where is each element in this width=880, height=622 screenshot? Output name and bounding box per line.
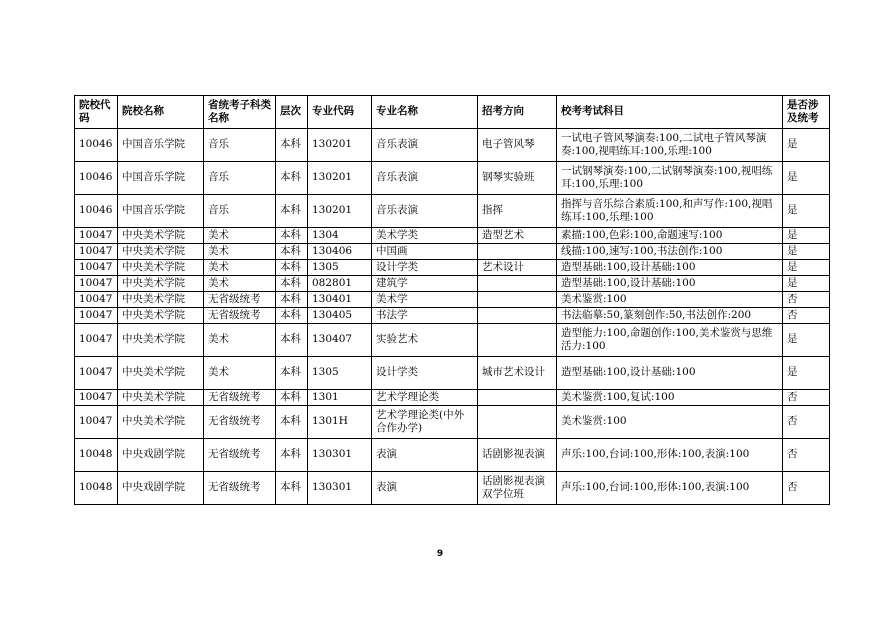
table-cell: 美术鉴赏:100 [557,406,783,439]
table-cell: 10047 [75,324,118,357]
table-cell: 130201 [308,129,372,162]
table-cell [478,390,557,406]
table-cell: 中国音乐学院 [118,195,204,228]
table-cell: 话剧影视表演双学位班 [478,472,557,505]
table-cell: 表演 [372,439,478,472]
table-cell [478,324,557,357]
table-cell: 中央美术学院 [118,324,204,357]
table-cell: 话剧影视表演 [478,439,557,472]
table-cell: 中央美术学院 [118,228,204,244]
page-number: 9 [436,549,444,559]
table-row [75,308,830,324]
table-cell: 10046 [75,129,118,162]
table-cell: 是 [783,228,830,244]
table-cell: 本科 [276,129,308,162]
table-row [75,439,830,472]
table-cell: 10048 [75,439,118,472]
table-body [75,129,830,505]
table-cell: 美术学类 [372,228,478,244]
header-cell: 校考考试科目 [557,96,783,129]
table-cell: 美术鉴赏:100,复试:100 [557,390,783,406]
table-cell: 1301H [308,406,372,439]
table-cell: 10046 [75,195,118,228]
table-cell: 无省级统考 [204,439,276,472]
table-cell: 是 [783,162,830,195]
table-cell: 美术 [204,276,276,292]
table-cell: 城市艺术设计 [478,357,557,390]
table-cell: 否 [783,292,830,308]
table-cell: 本科 [276,260,308,276]
table-cell: 中央美术学院 [118,260,204,276]
table-cell: 音乐 [204,162,276,195]
table-row [75,195,830,228]
table-cell: 声乐:100,台词:100,形体:100,表演:100 [557,472,783,505]
table-cell: 指挥与音乐综合素质:100,和声写作:100,视唱练耳:100,乐理:100 [557,195,783,228]
table-cell: 本科 [276,292,308,308]
table-row [75,129,830,162]
table-cell: 无省级统考 [204,406,276,439]
table-row [75,292,830,308]
table-cell: 本科 [276,162,308,195]
table-cell: 本科 [276,390,308,406]
header-cell: 是否涉及统考 [783,96,830,129]
table-cell: 否 [783,472,830,505]
table-cell [478,308,557,324]
table-cell: 082801 [308,276,372,292]
table-cell: 美术 [204,357,276,390]
table-row [75,472,830,505]
table-row [75,162,830,195]
table-cell: 10047 [75,357,118,390]
table-cell: 造型基础:100,设计基础:100 [557,260,783,276]
table-cell: 声乐:100,台词:100,形体:100,表演:100 [557,439,783,472]
table-cell: 音乐表演 [372,195,478,228]
table-cell: 无省级统考 [204,292,276,308]
table-row [75,406,830,439]
table-cell: 造型能力:100,命题创作:100,美术鉴赏与思维活力:100 [557,324,783,357]
table-cell: 造型基础:100,设计基础:100 [557,357,783,390]
table-cell: 10048 [75,472,118,505]
table-row [75,260,830,276]
table-cell: 美术学 [372,292,478,308]
table-cell: 10047 [75,292,118,308]
table-cell: 无省级统考 [204,472,276,505]
table-cell: 美术鉴赏:100 [557,292,783,308]
table-cell: 中央美术学院 [118,244,204,260]
table-cell: 1304 [308,228,372,244]
table-cell: 10047 [75,244,118,260]
table-cell: 是 [783,357,830,390]
table-cell: 10047 [75,260,118,276]
table-cell: 设计学类 [372,260,478,276]
table-cell: 中央美术学院 [118,276,204,292]
table-cell: 音乐 [204,195,276,228]
table-cell: 130407 [308,324,372,357]
table-cell: 130301 [308,439,372,472]
table-row [75,357,830,390]
table-cell: 130301 [308,472,372,505]
header-cell: 省统考子科类名称 [204,96,276,129]
table-cell: 书法学 [372,308,478,324]
table-cell: 中央戏剧学院 [118,472,204,505]
table-cell: 实验艺术 [372,324,478,357]
table-cell: 艺术学理论类(中外合作办学) [372,406,478,439]
table-row [75,244,830,260]
table-cell: 表演 [372,472,478,505]
table-cell: 音乐 [204,129,276,162]
table-cell: 中央戏剧学院 [118,439,204,472]
table-cell: 造型艺术 [478,228,557,244]
table-cell: 10047 [75,308,118,324]
table-cell: 艺术设计 [478,260,557,276]
table-cell: 本科 [276,406,308,439]
table-cell: 本科 [276,244,308,260]
table-cell: 10047 [75,276,118,292]
table-cell: 电子管风琴 [478,129,557,162]
table-cell: 一试钢琴演奏:100,二试钢琴演奏:100,视唱练耳:100,乐理:100 [557,162,783,195]
table-cell: 造型基础:100,设计基础:100 [557,276,783,292]
table-cell: 中央美术学院 [118,406,204,439]
table-cell: 钢琴实验班 [478,162,557,195]
table-cell: 本科 [276,228,308,244]
table-cell: 中央美术学院 [118,308,204,324]
table-cell: 中央美术学院 [118,390,204,406]
table-cell: 10046 [75,162,118,195]
table-cell: 是 [783,260,830,276]
table-cell: 1301 [308,390,372,406]
table-cell: 是 [783,129,830,162]
table-cell [478,244,557,260]
table-cell: 美术 [204,260,276,276]
table-cell: 中国画 [372,244,478,260]
table-cell: 美术 [204,228,276,244]
table-cell: 否 [783,439,830,472]
table-cell: 1305 [308,357,372,390]
table-cell: 本科 [276,308,308,324]
table-cell: 否 [783,308,830,324]
table-cell: 一试电子管风琴演奏:100,二试电子管风琴演奏:100,视唱练耳:100,乐理:100 [557,129,783,162]
header-cell: 院校名称 [118,96,204,129]
admission-table [74,95,830,505]
table-row [75,276,830,292]
header-cell: 专业代码 [308,96,372,129]
table-cell: 美术 [204,324,276,357]
table-cell: 1305 [308,260,372,276]
table-cell: 无省级统考 [204,390,276,406]
table-cell: 中国音乐学院 [118,162,204,195]
table-cell: 10047 [75,228,118,244]
table-cell: 10047 [75,390,118,406]
table-cell: 130405 [308,308,372,324]
header-cell: 院校代码 [75,96,118,129]
table-cell: 130201 [308,162,372,195]
table-cell: 10047 [75,406,118,439]
table-header-row [75,96,830,129]
table-cell: 否 [783,406,830,439]
header-cell: 层次 [276,96,308,129]
table-cell: 是 [783,244,830,260]
table-cell [478,276,557,292]
table-cell: 书法临摹:50,篆刻创作:50,书法创作:200 [557,308,783,324]
table-cell: 本科 [276,324,308,357]
table-cell: 指挥 [478,195,557,228]
table-cell: 本科 [276,472,308,505]
table-cell [478,292,557,308]
table-cell: 艺术学理论类 [372,390,478,406]
table-cell: 建筑学 [372,276,478,292]
table-cell: 中国音乐学院 [118,129,204,162]
table-cell: 音乐表演 [372,129,478,162]
table-cell: 130401 [308,292,372,308]
table-cell: 130201 [308,195,372,228]
table-cell: 素描:100,色彩:100,命题速写:100 [557,228,783,244]
header-cell: 招考方向 [478,96,557,129]
table-cell: 中央美术学院 [118,292,204,308]
table-cell [478,406,557,439]
table-cell: 是 [783,276,830,292]
table-cell: 130406 [308,244,372,260]
table-cell: 无省级统考 [204,308,276,324]
table-cell: 音乐表演 [372,162,478,195]
table-row [75,390,830,406]
table-cell: 本科 [276,357,308,390]
table-cell: 美术 [204,244,276,260]
table-cell: 本科 [276,276,308,292]
table-cell: 中央美术学院 [118,357,204,390]
table-cell: 本科 [276,439,308,472]
table-cell: 是 [783,195,830,228]
header-cell: 专业名称 [372,96,478,129]
table-cell: 设计学类 [372,357,478,390]
table-cell: 本科 [276,195,308,228]
table-cell: 否 [783,390,830,406]
table-row [75,228,830,244]
table-row [75,324,830,357]
table-cell: 是 [783,324,830,357]
table-cell: 线描:100,速写:100,书法创作:100 [557,244,783,260]
